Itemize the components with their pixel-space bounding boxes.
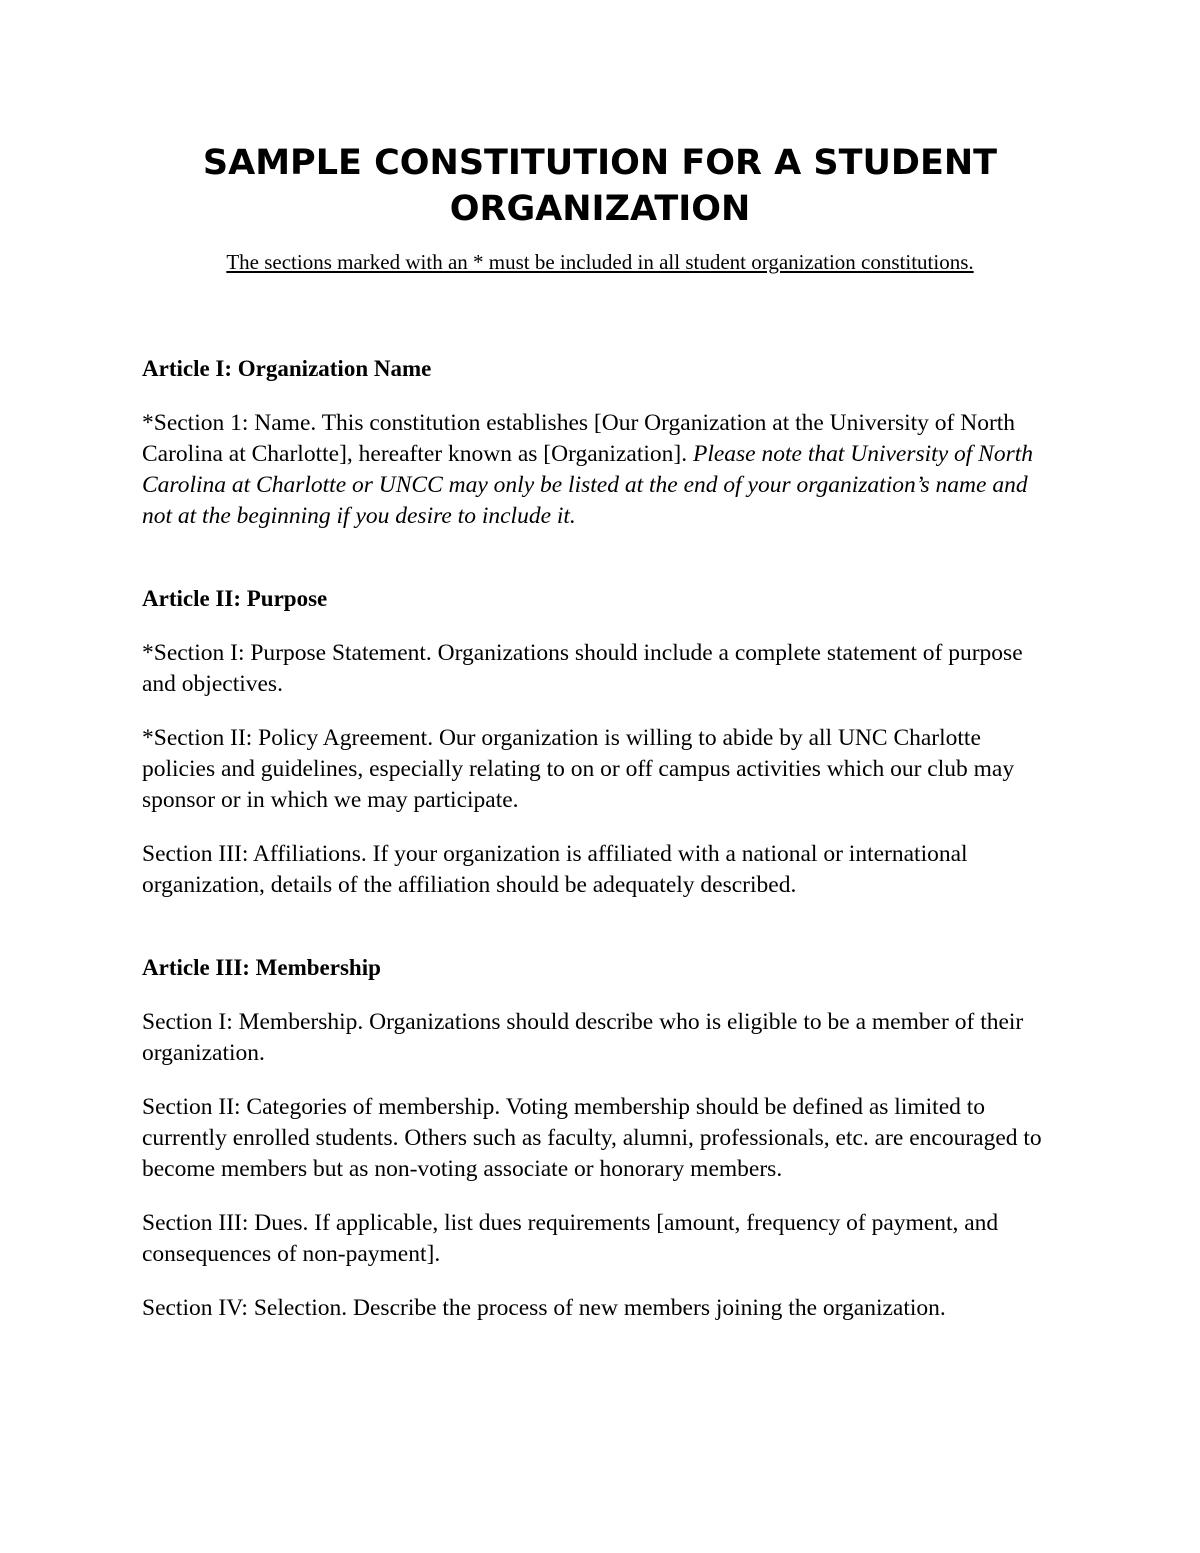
section-paragraph: Section I: Membership. Organizations should describe who is eligible to be a member of their organization. (142, 1009, 1024, 1066)
section-note: Please note that University of North Carolina at Charlotte or UNCC may only be listed at the end of your organization’s name and not at the beginning if you desire to include it. (142, 441, 1034, 529)
section-paragraph: *Section I: Purpose Statement. Organizations should include a complete statement of purpose and objectives. (142, 640, 1023, 697)
section-paragraph (142, 408, 1058, 532)
article-heading: Article II: Purpose (142, 586, 328, 611)
section-paragraph: Section III: Dues. If applicable, list dues requirements [amount, frequency of payment, and consequences of non-payment]. (142, 1210, 999, 1267)
section-paragraph: Section II: Categories of membership. Voting membership should be defined as limited to currently enrolled students. Others such as faculty, alumni, professionals, etc. are encouraged to become members but as non-voting associate or honorary members. (142, 1094, 1042, 1182)
document-page (142, 140, 1058, 1324)
section-text: *Section 1: Name. This constitution establishes [Our Organization at the University of North Carolina at Charlotte], hereafter known as [Organization]. (142, 410, 1016, 467)
document-subtitle: The sections marked with an * must be included in all student organization constitutions. (226, 250, 974, 274)
section-paragraph: *Section II: Policy Agreement. Our organization is willing to abide by all UNC Charlotte policies and guidelines, especially relating to on or off campus activities which our club may sponsor or in which we may participate. (142, 725, 1015, 813)
section-paragraph: Section III: Affiliations. If your organization is affiliated with a national or international organization, details of the affiliation should be adequately described. (142, 841, 968, 898)
section-paragraph: Section IV: Selection. Describe the process of new members joining the organization. (142, 1295, 946, 1321)
article-heading: Article III: Membership (142, 955, 381, 980)
article-heading: Article I: Organization Name (142, 356, 432, 381)
document-title: SAMPLE CONSTITUTION FOR A STUDENT ORGANIZATION (202, 143, 998, 229)
